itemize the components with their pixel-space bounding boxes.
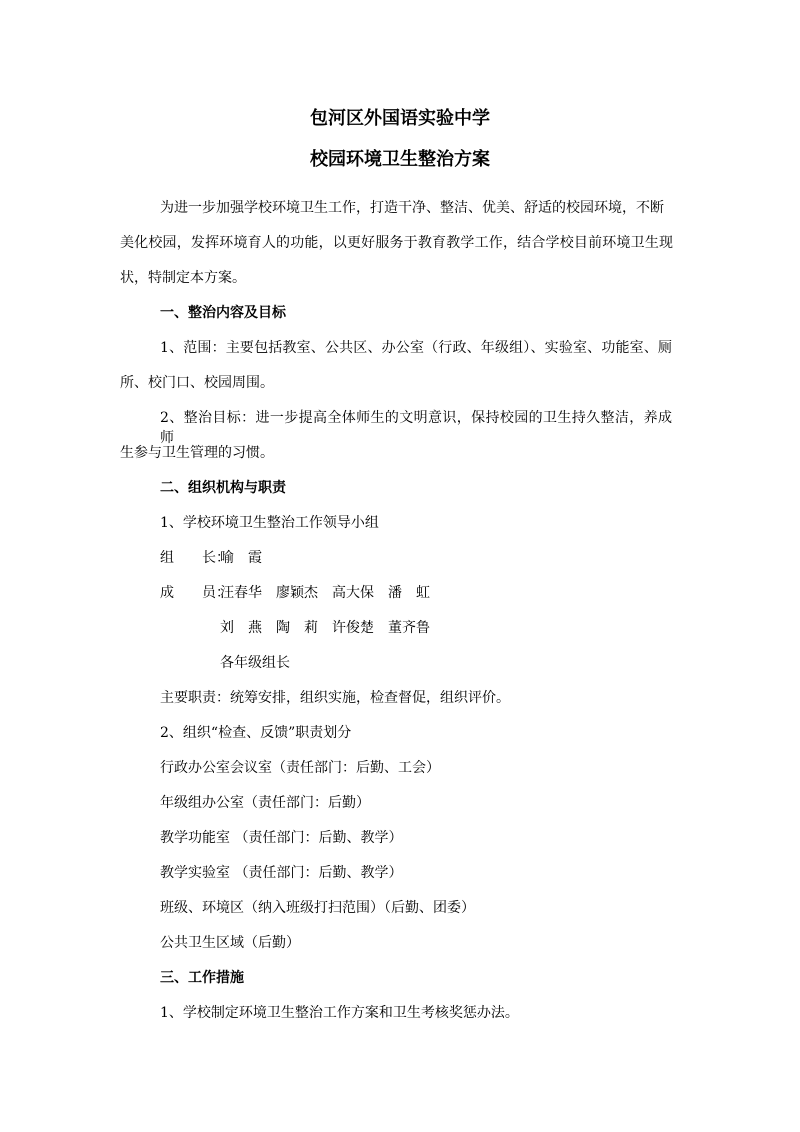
document-subtitle: 校园环境卫生整治方案 (310, 149, 490, 170)
division-title: 2、组织“检查、反馈”职责划分 (160, 725, 352, 741)
section3-heading: 三、工作措施 (160, 970, 244, 986)
division-item: 教学功能室 （责任部门：后勤、教学） (160, 830, 403, 846)
document-title: 包河区外国语实验中学 (310, 108, 490, 129)
members-line-1: 汪春华 廖颖杰 高大保 潘 虹 (220, 585, 430, 601)
section1-item2-line2: 生参与卫生管理的习惯。 (120, 445, 274, 461)
section1-heading: 一、整治内容及目标 (160, 305, 286, 321)
section1-item1-line2: 所、校门口、校园周围。 (120, 375, 274, 391)
section3-item1: 1、学校制定环境卫生整治工作方案和卫生考核奖惩办法。 (160, 1005, 519, 1021)
intro-line-1: 为进一步加强学校环境卫生工作，打造干净、整洁、优美、舒适的校园环境，不断 (160, 200, 664, 216)
members-line-2: 刘 燕 陶 莉 许俊楚 董齐鲁 (220, 620, 430, 636)
main-duties: 主要职责：统筹安排，组织实施，检查督促，组织评价。 (160, 690, 510, 706)
division-item: 行政办公室会议室（责任部门：后勤、工会） (160, 760, 440, 776)
leader-name: 喻 霞 (220, 550, 262, 566)
division-item: 教学实验室 （责任部门：后勤、教学） (160, 865, 403, 881)
section1-item2-line1: 2、整治目标：进一步提高全体师生的文明意识，保持校园的卫生持久整洁，养成师 (160, 410, 672, 446)
division-item: 公共卫生区域（后勤） (160, 935, 300, 951)
intro-line-3: 状，特制定本方案。 (120, 270, 246, 286)
intro-line-2: 美化校园，发挥环境育人的功能，以更好服务于教育教学工作，结合学校目前环境卫生现 (120, 235, 673, 251)
members-line-3: 各年级组长 (220, 655, 290, 671)
leader-label: 组 长： (160, 550, 230, 566)
division-item: 年级组办公室（责任部门：后勤） (160, 795, 370, 811)
section1-item1-line1: 1、范围：主要包括教室、公共区、办公室（行政、年级组）、实验室、功能室、厕 (160, 340, 672, 356)
section2-heading: 二、组织机构与职责 (160, 480, 286, 496)
members-label: 成 员： (160, 585, 230, 601)
leadership-group-title: 1、学校环境卫生整治工作领导小组 (160, 515, 379, 531)
division-item: 班级、环境区（纳入班级打扫范围）（后勤、团委） (160, 900, 475, 916)
